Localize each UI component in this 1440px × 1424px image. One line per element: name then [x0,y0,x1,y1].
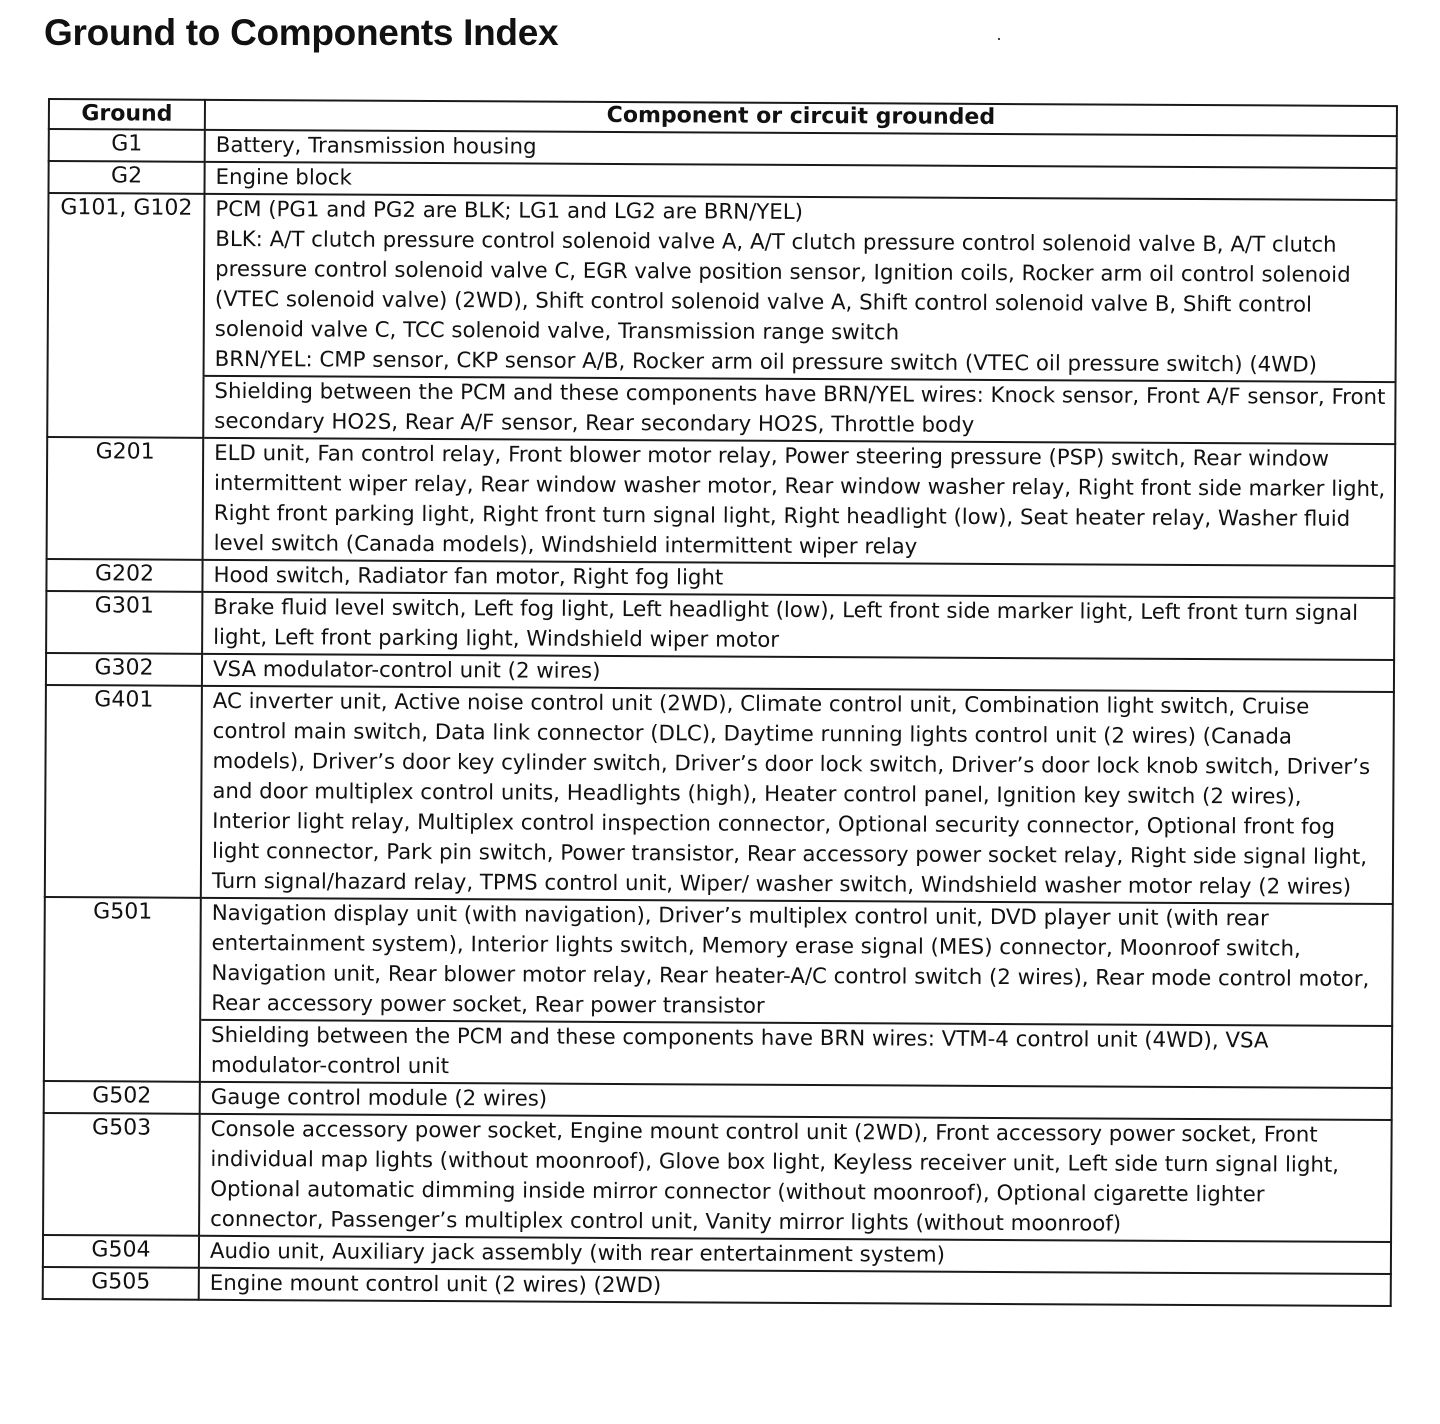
component-text: Navigation display unit (with navigation), Driver’s multiplex control unit, DVD player unit (with rear entertainment system), Interior lights switch, Memory erase signal (MES) connector, Moonroof switch, Navigation unit, Rear blower motor relay, Rear heater-A/C control switch (2 wires), Rear mode control motor, Rear accessory power socket, Rear power transistor [211,900,1370,1019]
ground-cell: G504 [43,1235,199,1268]
component-cell [203,438,1396,566]
page-title: Ground to Components Index [44,12,559,53]
ground-cell: G202 [46,559,202,592]
ground-cell: G101, G102 [48,193,205,376]
ground-cell: G502 [44,1081,200,1114]
component-text: Hood switch, Radiator fan motor, Right fog light [213,562,724,591]
table-row [48,193,1397,382]
component-text: Engine block [215,164,352,191]
ground-cell: G505 [43,1267,199,1300]
component-text: Engine mount control unit (2 wires) (2WD) [209,1270,662,1299]
table-row [47,437,1396,566]
component-cell [202,592,1394,660]
ground-cell: G501 [44,897,201,1020]
component-text: PCM (PG1 and PG2 are BLK; LG1 and LG2 are BRN/YEL) [215,196,803,225]
component-cell [201,686,1394,904]
component-cell [199,1114,1392,1242]
component-text: ELD unit, Fan control relay, Front blower motor relay, Power steering pressure (PSP) switch, Rear window intermittent wiper relay, Rear window washer motor, Rear window washer relay, Right front side marker light, Right front parking light, Right front turn signal light, Right headlight (low), Seat heater relay, Washer fluid level switch (Canada models), Windshield intermittent wiper relay [213,440,1386,560]
component-cell [203,376,1395,444]
component-text: AC inverter unit, Active noise control unit (2WD), Climate control unit, Combination light switch, Cruise control main switch, Data link connector (DLC), Daytime running lights control unit (2 wires) (Canada models), Driver’s door key cylinder switch, Driver’s door lock switch, Driver’s door lock knob switch, Driver’s and door multiplex control units, Headlights (high), Heater control panel, Ignition key switch (2 wires), Interior light relay, Multiplex control inspection connector, Optional security connector, Optional front fog light connector, Park pin switch, Power transistor, Rear accessory power socket relay, Right side signal light, Turn signal/hazard relay, TPMS control unit, Wiper/ washer switch, Windshield washer motor relay (2 wires) [211,688,1371,900]
table-row [43,1267,1391,1306]
component-text: BRN/YEL: CMP sensor, CKP sensor A/B, Rocker arm oil pressure switch (VTEC oil pressure switch) (4WD) [214,346,1318,378]
component-column-header: Component or circuit grounded [205,100,1397,136]
component-text: Shielding between the PCM and these components have BRN wires: VTM-4 control unit (4WD), VSA modulator-control unit [210,1022,1269,1080]
component-cell [200,898,1393,1026]
ground-index-table [42,98,1398,1307]
component-text: BLK: A/T clutch pressure control solenoid valve A, A/T clutch pressure control solenoid valve B, A/T clutch pressure control solenoid valve C, EGR valve position sensor, Ignition coils, Rocker arm oil control solenoid (VTEC solenoid valve) (2WD), Shift control solenoid valve A, Shift control solenoid valve B, Shift control solenoid valve C, TCC solenoid valve, Transmission range switch [214,226,1351,346]
component-text: Battery, Transmission housing [215,132,537,160]
ground-cell: G201 [47,437,204,560]
ground-column-header: Ground [49,99,205,130]
table-row [44,1019,1392,1088]
ground-cell: G401 [45,685,202,898]
component-cell [200,1020,1392,1088]
ground-cell [47,375,203,438]
ground-cell [44,1019,200,1082]
component-cell [199,1268,1391,1306]
table-row [43,1113,1392,1242]
component-cell [204,194,1397,382]
table-row [46,591,1394,660]
ground-cell: G301 [46,591,202,654]
component-text: Audio unit, Auxiliary jack assembly (with rear entertainment system) [209,1238,946,1268]
ground-cell: G2 [49,161,205,194]
component-text: Console accessory power socket, Engine mount control unit (2WD), Front accessory power socket, Front individual map lights (without moonroof), Glove box light, Keyless receiver unit, Left side turn signal light, Optional automatic dimming inside mirror connector (without moonroof), Optional cigarette lighter connector, Passenger’s multiplex control unit, Vanity mirror lights (without moonroof) [210,1116,1340,1237]
table-row [45,685,1394,904]
ground-cell: G503 [43,1113,200,1236]
component-text: Brake fluid level switch, Left fog light, Left headlight (low), Left front side marker light, Left front turn signal light, Left front parking light, Windshield wiper motor [213,594,1359,653]
scan-speck [998,38,1000,40]
table-row [44,897,1393,1026]
table-row [47,375,1395,444]
component-text: Shielding between the PCM and these components have BRN/YEL wires: Knock sensor, Front A/F sensor, Front secondary HO2S, Rear A/F sensor, Rear secondary HO2S, Throttle body [214,378,1386,438]
component-text: VSA modulator-control unit (2 wires) [212,656,601,684]
ground-cell: G1 [49,129,205,162]
ground-cell: G302 [46,653,202,686]
component-text: Gauge control module (2 wires) [210,1084,548,1112]
